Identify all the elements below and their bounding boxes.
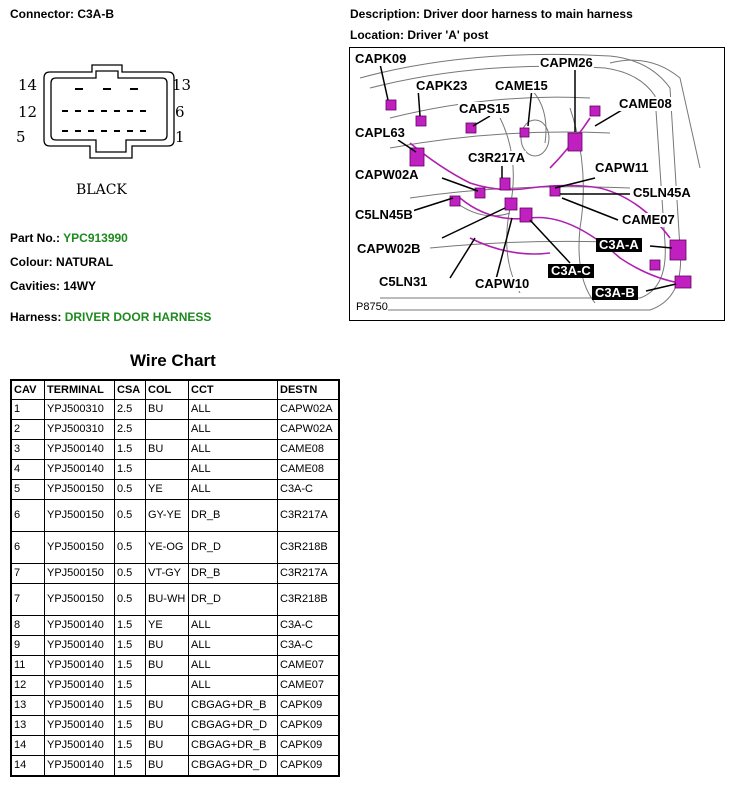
cell-csa: 0.5 [115, 584, 146, 616]
cell-destn: CAPK09 [278, 716, 340, 736]
cell-terminal: YPJ500150 [45, 584, 115, 616]
cell-col: BU-WH [146, 584, 189, 616]
pin-label-6: 6 [175, 103, 185, 121]
connector-label: Connector: C3A-B [10, 7, 114, 21]
cell-col: BU [146, 716, 189, 736]
cell-cav: 7 [11, 564, 45, 584]
cell-cav: 9 [11, 636, 45, 656]
cell-col: BU [146, 756, 189, 777]
col-header-destn: DESTN [278, 380, 340, 400]
cell-cct: ALL [189, 616, 278, 636]
cell-cav: 3 [11, 440, 45, 460]
part-no-label: Part No.: [10, 231, 61, 245]
location-picture [349, 47, 725, 321]
cell-terminal: YPJ500140 [45, 696, 115, 716]
callout-c5ln45b: C5LN45B [355, 207, 413, 222]
cell-terminal: YPJ500140 [45, 676, 115, 696]
callout-capw11: CAPW11 [595, 160, 649, 175]
cell-cav: 14 [11, 736, 45, 756]
cell-cav: 6 [11, 532, 45, 564]
cell-csa: 1.5 [115, 656, 146, 676]
cell-terminal: YPJ500140 [45, 716, 115, 736]
cell-terminal: YPJ500140 [45, 440, 115, 460]
cell-cct: ALL [189, 440, 278, 460]
callout-came07: CAME07 [622, 212, 675, 227]
description-label: Description: Driver door harness to main harness [350, 7, 633, 21]
callout-capk09: CAPK09 [355, 51, 407, 66]
table-row [11, 564, 339, 584]
wire-chart-title: Wire Chart [130, 351, 216, 370]
cell-cct: DR_B [189, 564, 278, 584]
cell-destn: CAME08 [278, 440, 340, 460]
callout-capw02b: CAPW02B [357, 241, 421, 256]
cell-cav: 6 [11, 500, 45, 532]
part-no-value: YPC913990 [63, 231, 128, 245]
cell-terminal: YPJ500140 [45, 736, 115, 756]
cell-cav: 7 [11, 584, 45, 616]
col-header-cct: CCT [189, 380, 278, 400]
cell-cct: ALL [189, 400, 278, 420]
cell-destn: CAPK09 [278, 696, 340, 716]
table-row [11, 480, 339, 500]
harness-label: Harness: [10, 310, 62, 324]
table-row [11, 400, 339, 420]
table-row [11, 656, 339, 676]
callout-capw02a: CAPW02A [355, 167, 419, 182]
harness-row [10, 310, 211, 324]
location-label: Location: Driver 'A' post [350, 28, 489, 42]
cell-cct: ALL [189, 480, 278, 500]
cell-destn: CAPK09 [278, 736, 340, 756]
cell-terminal: YPJ500140 [45, 616, 115, 636]
cell-cct: ALL [189, 420, 278, 440]
cell-cav: 8 [11, 616, 45, 636]
col-header-csa: CSA [115, 380, 146, 400]
cell-destn: C3A-C [278, 480, 340, 500]
colour-label: Colour: NATURAL [10, 255, 114, 269]
cell-csa: 1.5 [115, 440, 146, 460]
picture-code: P8750 [356, 301, 388, 313]
cell-csa: 2.5 [115, 400, 146, 420]
cell-destn: CAME07 [278, 656, 340, 676]
cell-terminal: YPJ500150 [45, 500, 115, 532]
cell-col [146, 460, 189, 480]
table-row [11, 696, 339, 716]
callout-capl63: CAPL63 [355, 125, 405, 140]
table-row [11, 756, 339, 777]
cell-cav: 11 [11, 656, 45, 676]
pin-label-5: 5 [16, 128, 26, 146]
cell-cav: 13 [11, 696, 45, 716]
callout-c5ln31: C5LN31 [379, 274, 428, 289]
cell-terminal: YPJ500150 [45, 532, 115, 564]
cell-csa: 0.5 [115, 564, 146, 584]
cell-csa: 1.5 [115, 696, 146, 716]
cell-col: BU [146, 736, 189, 756]
cell-cct: DR_D [189, 532, 278, 564]
cell-csa: 0.5 [115, 532, 146, 564]
table-row [11, 500, 339, 532]
cell-terminal: YPJ500140 [45, 460, 115, 480]
cell-csa: 1.5 [115, 756, 146, 777]
part-no-row [10, 231, 128, 245]
cell-cct: DR_D [189, 584, 278, 616]
cell-cct: CBGAG+DR_B [189, 696, 278, 716]
cell-col: BU [146, 656, 189, 676]
cavities-label: Cavities: 14WY [10, 279, 97, 293]
table-row [11, 736, 339, 756]
cell-cav: 4 [11, 460, 45, 480]
cell-cct: ALL [189, 656, 278, 676]
table-header-row [11, 380, 339, 400]
cell-terminal: YPJ500140 [45, 656, 115, 676]
callout-came15: CAME15 [495, 78, 548, 93]
cell-csa: 1.5 [115, 616, 146, 636]
cell-destn: C3A-C [278, 636, 340, 656]
cell-col: YE [146, 616, 189, 636]
callout-capm26: CAPM26 [540, 55, 593, 70]
connector-color-label: BLACK [76, 182, 127, 198]
cell-terminal: YPJ500140 [45, 636, 115, 656]
cell-destn: C3R217A [278, 500, 340, 532]
cell-col [146, 420, 189, 440]
callout-c3r217a: C3R217A [468, 150, 526, 165]
cell-csa: 1.5 [115, 676, 146, 696]
cell-cav: 13 [11, 716, 45, 736]
callout-c3a-b: C3A-B [592, 286, 638, 300]
cell-cct: DR_B [189, 500, 278, 532]
cell-col: BU [146, 696, 189, 716]
wire-chart-table [10, 379, 340, 777]
cell-col: BU [146, 440, 189, 460]
cell-destn: CAME08 [278, 460, 340, 480]
cell-csa: 2.5 [115, 420, 146, 440]
cell-csa: 1.5 [115, 716, 146, 736]
cell-col: GY-YE [146, 500, 189, 532]
cell-destn: C3R217A [278, 564, 340, 584]
cell-destn: C3R218B [278, 532, 340, 564]
table-row [11, 532, 339, 564]
cell-cct: CBGAG+DR_D [189, 716, 278, 736]
cell-csa: 0.5 [115, 500, 146, 532]
table-row [11, 716, 339, 736]
pin-label-1: 1 [175, 128, 185, 146]
cell-col: YE-OG [146, 532, 189, 564]
cell-cct: ALL [189, 636, 278, 656]
cell-csa: 1.5 [115, 736, 146, 756]
cell-cct: ALL [189, 676, 278, 696]
cell-cav: 12 [11, 676, 45, 696]
cell-cav: 1 [11, 400, 45, 420]
cell-cct: ALL [189, 460, 278, 480]
table-row [11, 584, 339, 616]
pin-label-14: 14 [18, 76, 38, 94]
cell-terminal: YPJ500150 [45, 564, 115, 584]
callout-capk23: CAPK23 [416, 78, 468, 93]
cell-csa: 0.5 [115, 480, 146, 500]
callout-c3a-c: C3A-C [548, 264, 594, 278]
cell-terminal: YPJ500140 [45, 756, 115, 777]
table-row [11, 636, 339, 656]
cell-terminal: YPJ500310 [45, 400, 115, 420]
cell-csa: 1.5 [115, 636, 146, 656]
cell-destn: CAPW02A [278, 420, 340, 440]
cell-col [146, 676, 189, 696]
cell-cav: 2 [11, 420, 45, 440]
cell-destn: CAPK09 [278, 756, 340, 777]
cell-cav: 5 [11, 480, 45, 500]
cell-destn: CAPW02A [278, 400, 340, 420]
callout-c3a-a: C3A-A [596, 238, 642, 252]
cell-cct: CBGAG+DR_B [189, 736, 278, 756]
cell-col: BU [146, 636, 189, 656]
cell-cct: CBGAG+DR_D [189, 756, 278, 777]
pin-label-13: 13 [172, 76, 192, 94]
cell-col: VT-GY [146, 564, 189, 584]
col-header-col: COL [146, 380, 189, 400]
callout-came08: CAME08 [619, 96, 672, 111]
pin-label-12: 12 [18, 103, 38, 121]
harness-value: DRIVER DOOR HARNESS [64, 310, 212, 324]
table-row [11, 420, 339, 440]
cell-terminal: YPJ500310 [45, 420, 115, 440]
connector-face-diagram [10, 60, 210, 210]
cell-destn: C3R218B [278, 584, 340, 616]
cell-destn: C3A-C [278, 616, 340, 636]
cell-col: BU [146, 400, 189, 420]
col-header-terminal: TERMINAL [45, 380, 115, 400]
table-row [11, 440, 339, 460]
cell-csa: 1.5 [115, 460, 146, 480]
table-row [11, 460, 339, 480]
callout-capw10: CAPW10 [475, 276, 530, 291]
col-header-cav: CAV [11, 380, 45, 400]
cell-col: YE [146, 480, 189, 500]
table-row [11, 676, 339, 696]
table-row [11, 616, 339, 636]
callout-caps15: CAPS15 [459, 101, 510, 116]
cell-terminal: YPJ500150 [45, 480, 115, 500]
cell-destn: CAME07 [278, 676, 340, 696]
callout-c5ln45a: C5LN45A [633, 185, 691, 200]
cell-cav: 14 [11, 756, 45, 777]
